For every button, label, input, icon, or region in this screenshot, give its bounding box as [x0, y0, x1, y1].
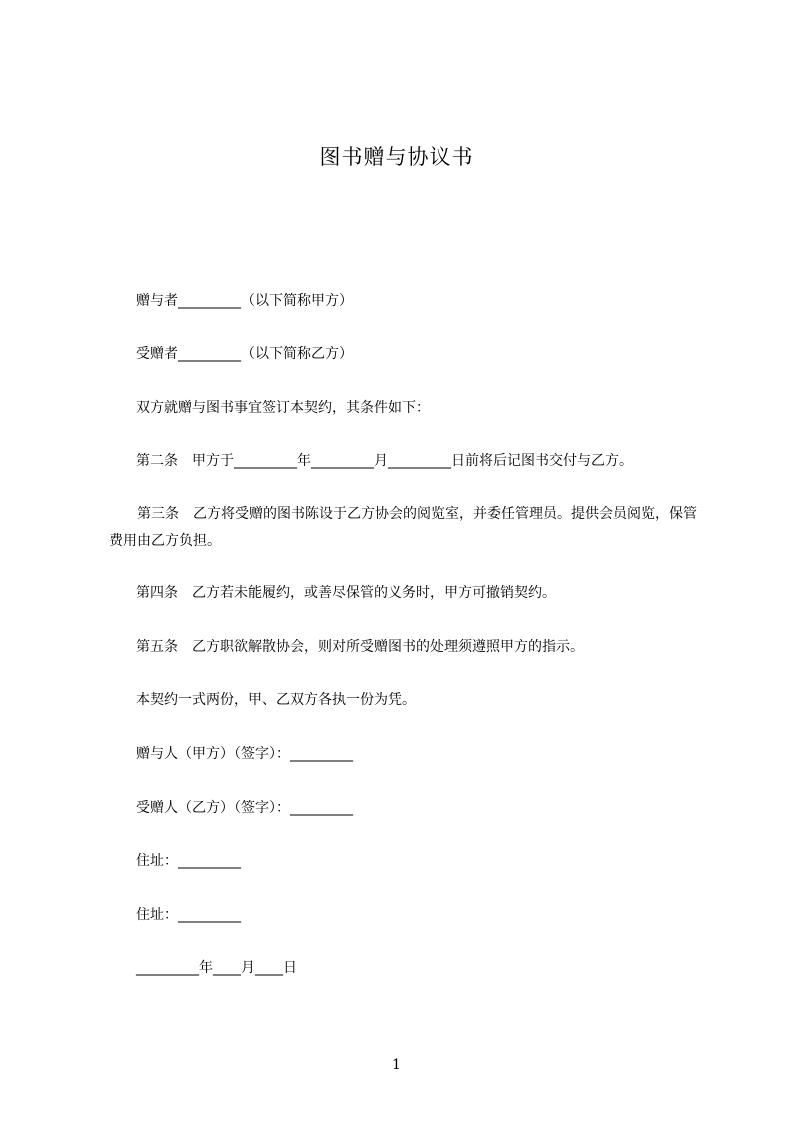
article-five: 第五条 乙方职欲解散协会，则对所受赠图书的处理须遵照甲方的指示。: [136, 639, 584, 655]
intro-clause: 双方就赠与图书事宜签订本契约，其条件如下：: [136, 400, 430, 416]
page-number: 1: [392, 1057, 401, 1073]
article-four: 第四条 乙方若未能履约，或善尽保管的义务时，甲方可撤销契约。: [136, 585, 556, 601]
article-two: 第二条 甲方于_________年_________月_________日前将后记图书交付与乙方。: [136, 453, 633, 469]
donor-line: 赠与者_________（以下简称甲方）: [136, 293, 353, 309]
recipient-line: 受赠者_________（以下简称乙方）: [136, 346, 353, 362]
document-title: 图书赠与协议书: [319, 145, 474, 169]
recipient-signature-line: 受赠人（乙方）（签字）：_________: [136, 800, 353, 816]
donor-address-line: 住址：_________: [136, 853, 241, 869]
recipient-address-line: 住址：_________: [136, 907, 241, 923]
article-three: 第三条 乙方将受赠的图书陈设于乙方协会的阅览室，并委任管理员。提供会员阅览，保管费用由乙方负担。: [109, 506, 697, 549]
donor-signature-line: 赠与人（甲方）（签字）：_________: [136, 746, 353, 762]
copies-clause: 本契约一式两份，甲、乙双方各执一份为凭。: [136, 692, 416, 708]
date-line: _________年____月____日: [136, 960, 297, 976]
